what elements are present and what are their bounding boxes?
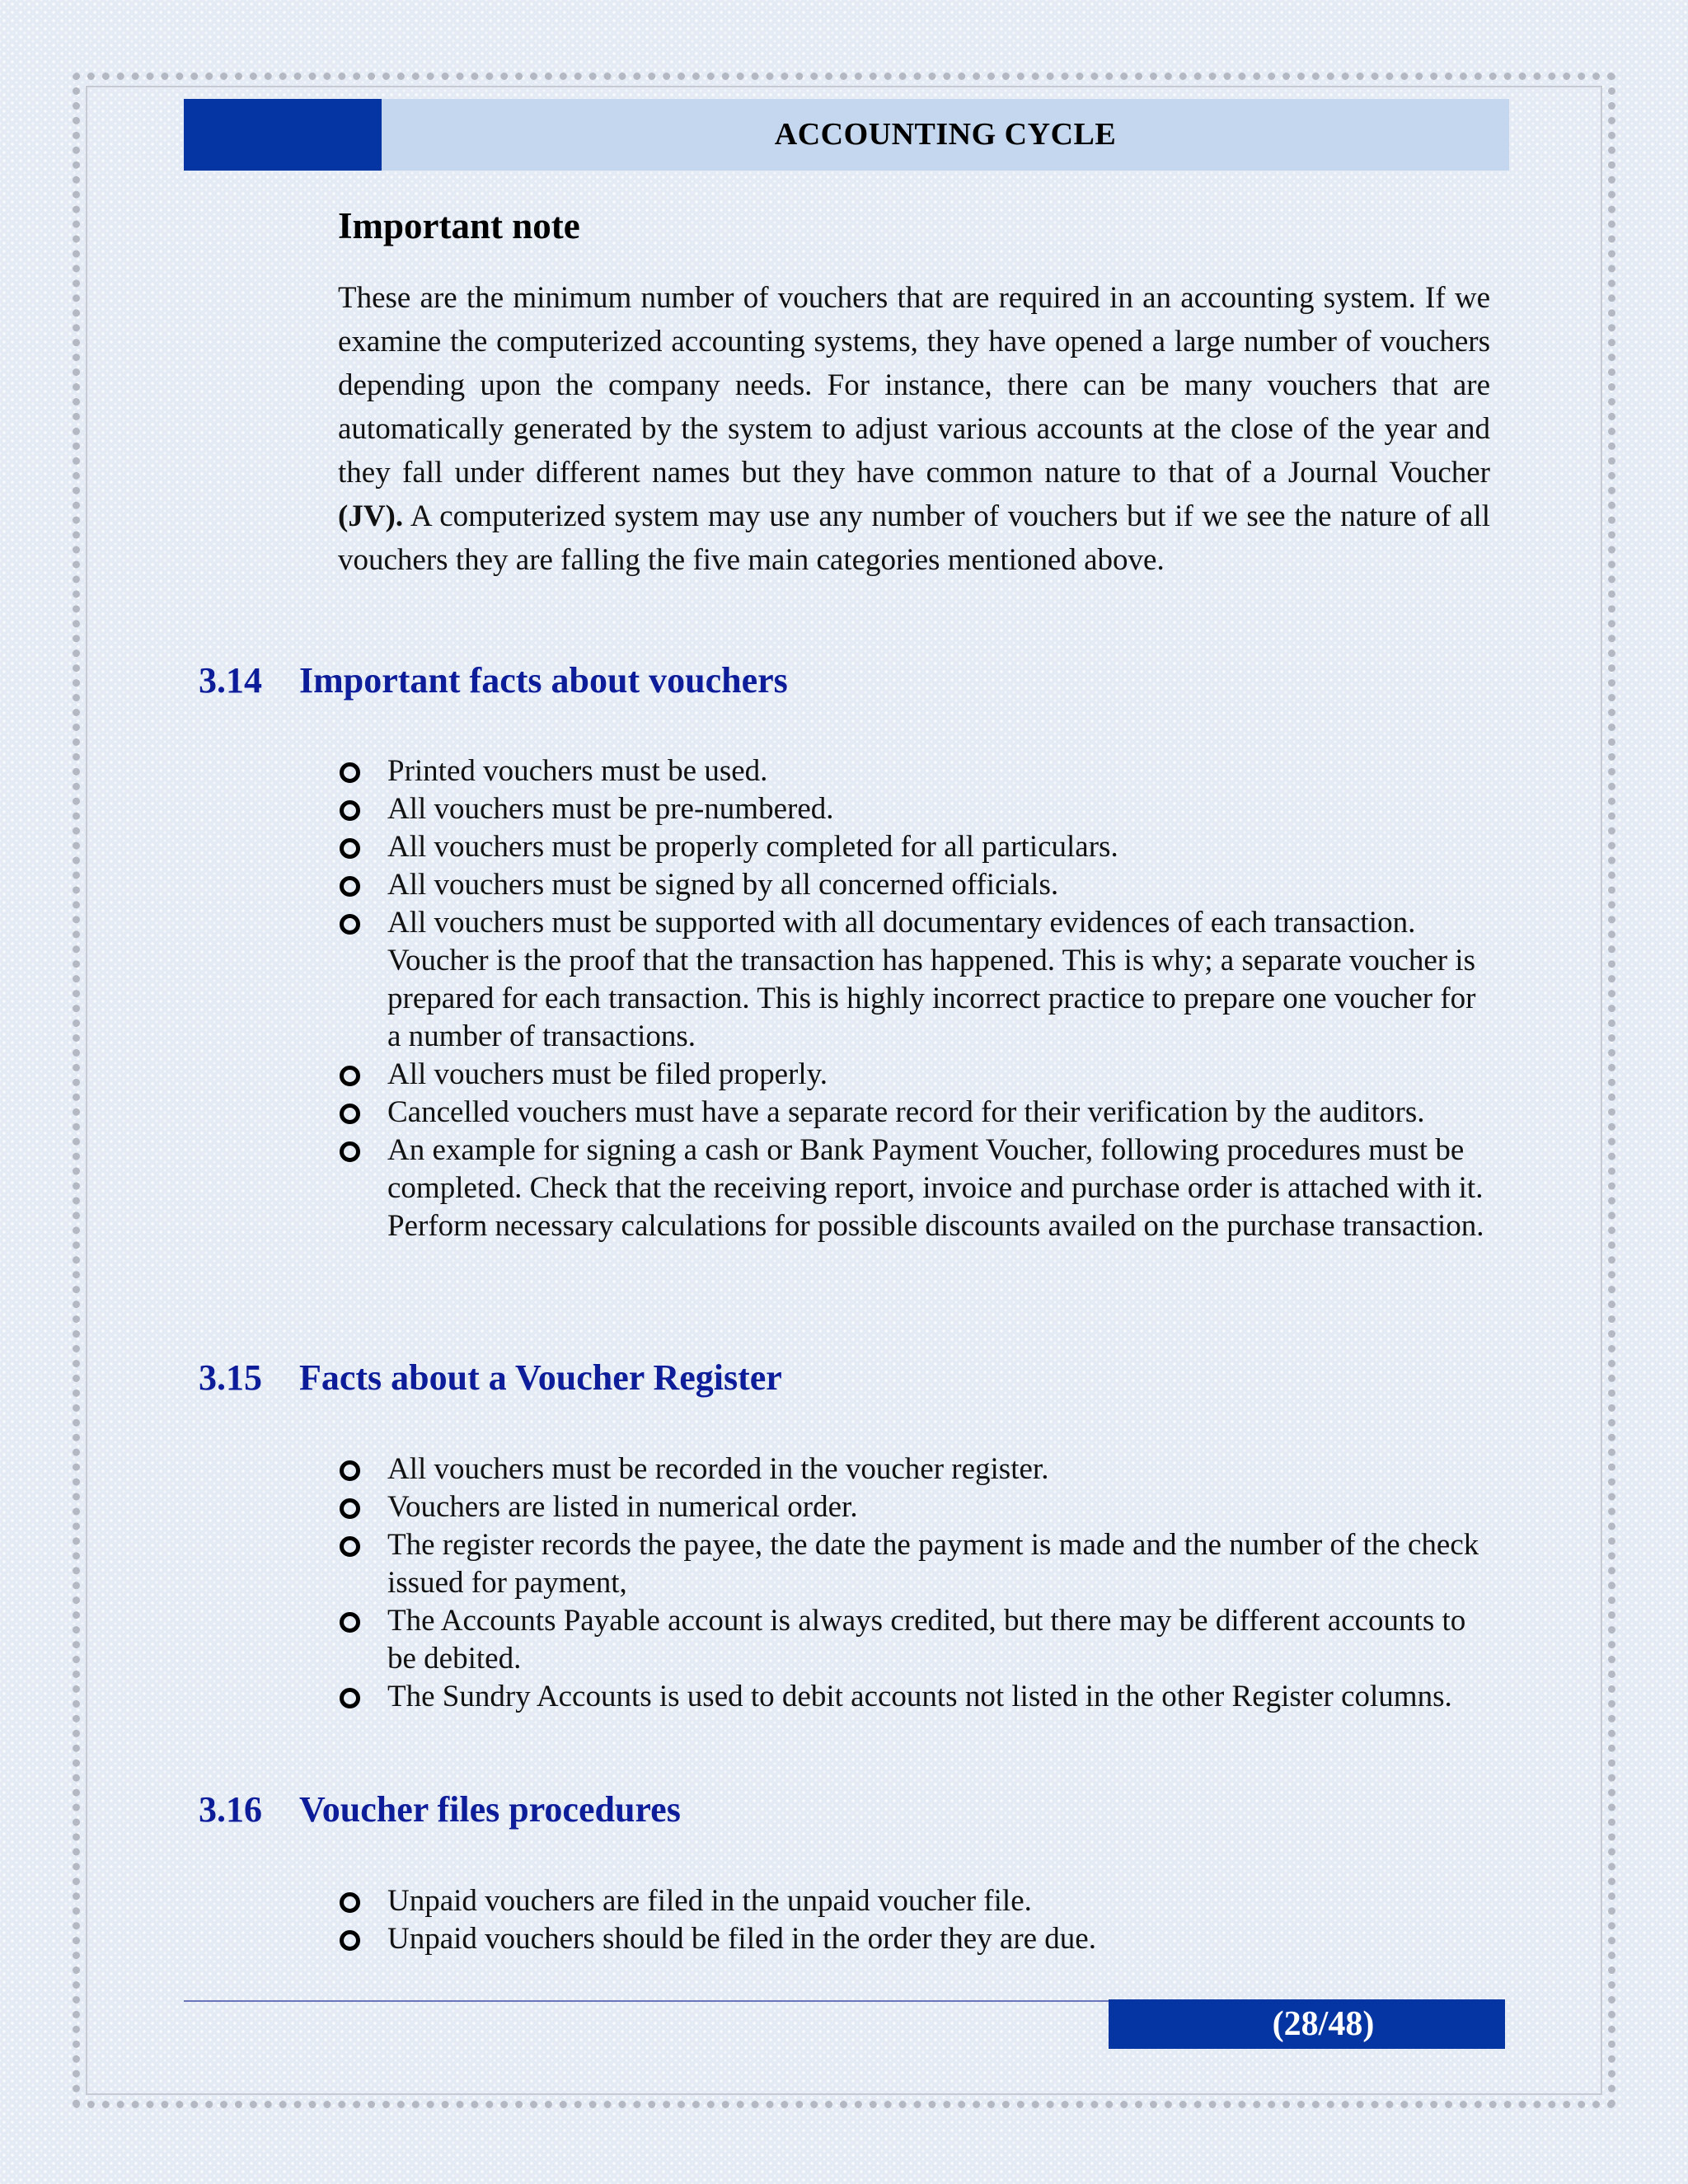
- list-item-text: Unpaid vouchers should be filed in the order they are due.: [387, 1922, 1096, 1956]
- list-item: [338, 1132, 1492, 1245]
- page-header: [184, 99, 1509, 171]
- ring-bullet-icon: [340, 1141, 360, 1162]
- header-accent-block: [184, 99, 382, 171]
- section-number: 3.14: [199, 660, 262, 701]
- list-item-text: An example for signing a cash or Bank Payment Voucher, following procedures must be completed. Check that the receiving report, invoice and purchase order is attached with it. Perform necessary calculations for possible discounts availed on the purchase transaction.: [387, 1133, 1484, 1243]
- note-text-bold: (JV).: [338, 499, 404, 533]
- list-item: [338, 1056, 1492, 1094]
- section-number: 3.15: [199, 1357, 262, 1398]
- list-item-text: Vouchers are listed in numerical order.: [387, 1490, 858, 1524]
- ring-bullet-icon: [340, 1612, 360, 1633]
- register-list: [338, 1451, 1492, 1716]
- list-item-text: The register records the payee, the date the payment is made and the number of the check issued for payment,: [387, 1528, 1479, 1600]
- note-text-end: A computerized system may use any number of vouchers but if we see the nature of all vouchers they are falling the five main categories mentioned above.: [338, 499, 1490, 577]
- section-heading-3-16: [199, 1788, 681, 1830]
- section-title: Facts about a Voucher Register: [299, 1357, 782, 1398]
- page-number: (28/48): [1272, 2005, 1375, 2043]
- section-title: Important facts about vouchers: [299, 660, 788, 701]
- list-item: [338, 1526, 1492, 1602]
- list-item-text: Cancelled vouchers must have a separate record for their verification by the auditors.: [387, 1095, 1425, 1129]
- section-heading-3-14: [199, 659, 788, 701]
- section-title: Voucher files procedures: [299, 1789, 681, 1830]
- list-item: [338, 828, 1492, 866]
- list-item: [338, 1882, 1492, 1920]
- list-item-text: All vouchers must be supported with all documentary evidences of each transaction. Voucher is the proof that the transaction has happened. This is why; a separate voucher is prepared for each transaction. This is highly incorrect practice to prepare one voucher for a number of transactions.: [387, 906, 1476, 1053]
- ring-bullet-icon: [340, 1460, 360, 1481]
- list-item-text: All vouchers must be pre-numbered.: [387, 792, 834, 826]
- ring-bullet-icon: [340, 1688, 360, 1708]
- ring-bullet-icon: [340, 1066, 360, 1086]
- section-heading-3-15: [199, 1357, 782, 1399]
- note-paragraph: [338, 276, 1490, 582]
- list-item-text: The Sundry Accounts is used to debit accounts not listed in the other Register columns.: [387, 1680, 1452, 1713]
- note-heading: Important note: [338, 205, 580, 246]
- ring-bullet-icon: [340, 1104, 360, 1124]
- list-item: [338, 866, 1492, 904]
- list-item-text: All vouchers must be filed properly.: [387, 1057, 828, 1091]
- list-item: [338, 1602, 1492, 1678]
- list-item-text: All vouchers must be recorded in the voucher register.: [387, 1452, 1049, 1486]
- list-item-text: All vouchers must be signed by all concerned officials.: [387, 868, 1059, 902]
- list-item-text: Unpaid vouchers are filed in the unpaid voucher file.: [387, 1884, 1032, 1918]
- section-number: 3.16: [199, 1789, 262, 1830]
- ring-bullet-icon: [340, 1498, 360, 1519]
- ring-bullet-icon: [340, 1930, 360, 1951]
- list-item: [338, 1678, 1492, 1716]
- ring-bullet-icon: [340, 876, 360, 897]
- list-item-text: All vouchers must be properly completed for all particulars.: [387, 830, 1118, 864]
- list-item: [338, 904, 1492, 1056]
- note-text-start: These are the minimum number of vouchers that are required in an accounting system. If we examine the computerized accounting systems, they have opened a large number of vouchers depending upon the company needs. For instance, there can be many vouchers that are automatically generated by the system to adjust various accounts at the close of the year and they fall under different names but they have common nature to that of a Journal Voucher: [338, 281, 1490, 490]
- list-item: [338, 752, 1492, 790]
- ring-bullet-icon: [340, 1892, 360, 1913]
- ring-bullet-icon: [340, 914, 360, 935]
- ring-bullet-icon: [340, 762, 360, 783]
- list-item-text: The Accounts Payable account is always credited, but there may be different accounts to be debited.: [387, 1604, 1466, 1675]
- list-item: [338, 1094, 1492, 1132]
- facts-list: [338, 752, 1492, 1245]
- list-item: [338, 790, 1492, 828]
- list-item: [338, 1451, 1492, 1488]
- list-item-text: Printed vouchers must be used.: [387, 754, 768, 788]
- list-item: [338, 1920, 1492, 1958]
- voucher-files-list: [338, 1882, 1492, 1958]
- footer-rule: [184, 2000, 1109, 2002]
- ring-bullet-icon: [340, 838, 360, 859]
- ring-bullet-icon: [340, 800, 360, 821]
- list-item: [338, 1488, 1492, 1526]
- header-title: ACCOUNTING CYCLE: [774, 117, 1117, 152]
- ring-bullet-icon: [340, 1536, 360, 1557]
